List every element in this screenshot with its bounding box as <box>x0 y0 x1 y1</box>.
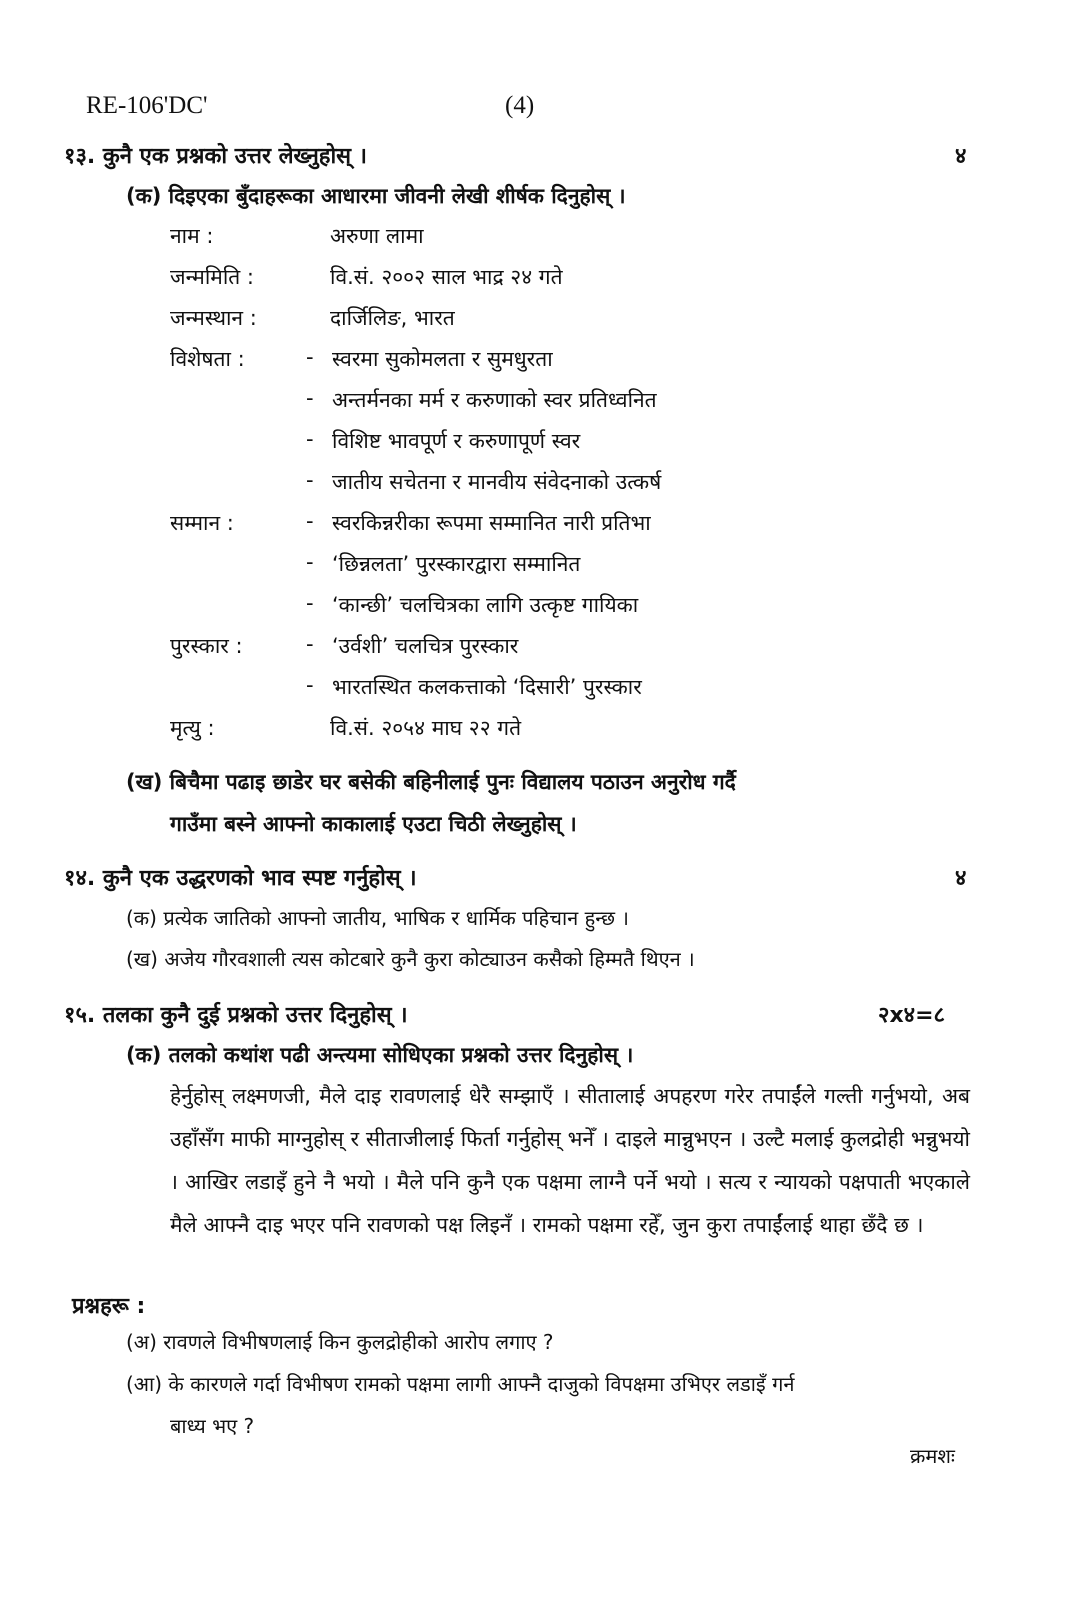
bullet-dash: - <box>306 386 314 410</box>
samman-label: सम्मान : <box>170 511 234 535</box>
continued-label: क्रमशः <box>910 1444 955 1468</box>
q14-marks: ४ <box>955 866 967 891</box>
bullet-dash: - <box>306 673 314 697</box>
q15-title: १५. तलका कुनै दुई प्रश्नको उत्तर दिनुहोस् । <box>64 1003 408 1028</box>
samman-item: ‘छिन्नलता’ पुरस्कारद्वारा सम्मानित <box>332 552 581 576</box>
page-number: (4) <box>505 92 535 119</box>
q13-kha-line1: (ख) बिचैमा पढाइ छाडेर घर बसेकी बहिनीलाई पुनः विद्यालय पठाउन अनुरोध गर्दै <box>126 770 736 794</box>
q15-ka-heading: (क) तलको कथांश पढी अन्त्यमा सोधिएका प्रश्नको उत्तर दिनुहोस् । <box>126 1043 634 1067</box>
name-value: अरुणा लामा <box>330 224 424 248</box>
bullet-dash: - <box>306 468 314 492</box>
birthdate-value: वि.सं. २००२ साल भाद्र २४ गते <box>330 265 563 289</box>
q13-kha-line2: गाउँमा बस्ने आफ्नो काकालाई एउटा चिठी लेख्नुहोस् । <box>170 812 577 836</box>
q14-title: १४. कुनै एक उद्धरणको भाव स्पष्ट गर्नुहोस् । <box>64 866 417 891</box>
puraskar-item: ‘उर्वशी’ चलचित्र पुरस्कार <box>332 634 519 658</box>
puraskar-label: पुरस्कार : <box>170 634 243 658</box>
q14-ka: (क) प्रत्येक जातिको आफ्नो जातीय, भाषिक र धार्मिक पहिचान हुन्छ । <box>126 906 629 930</box>
q15-question-aa-line1: (आ) के कारणले गर्दा विभीषण रामको पक्षमा लागी आफ्नै दाजुको विपक्षमा उभिएर लडाइँ गर्न <box>126 1372 795 1396</box>
q14-kha: (ख) अजेय गौरवशाली त्यस कोटबारे कुनै कुरा कोट्याउन कसैको हिम्मतै थिएन । <box>126 947 695 971</box>
q13-title: १३. कुनै एक प्रश्नको उत्तर लेख्नुहोस् । <box>64 144 368 169</box>
bullet-dash: - <box>306 591 314 615</box>
visheshata-item: स्वरमा सुकोमलता र सुमधुरता <box>332 347 553 371</box>
visheshata-item: अन्तर्मनका मर्म र करुणाको स्वर प्रतिध्वनित <box>332 388 657 412</box>
q15-question-a: (अ) रावणले विभीषणलाई किन कुलद्रोहीको आरोप लगाए ? <box>126 1330 554 1354</box>
bullet-dash: - <box>306 345 314 369</box>
visheshata-item: जातीय सचेतना र मानवीय संवेदनाको उत्कर्ष <box>332 470 662 494</box>
q15-passage: हेर्नुहोस् लक्ष्मणजी, मैले दाइ रावणलाई धेरै सम्झाएँ । सीतालाई अपहरण गरेर तपाईंले गल्ती गर्नुभयो, अब उहाँसँग माफी माग्नुहोस् र सीताजीलाई फिर्ता गर्नुहोस् भनेँ । दाइले मान्नुभएन । उल्टै मलाई कुलद्रोही भन्नुभयो । आखिर लडाइँ हुने नै भयो । मैले पनि कुनै एक पक्षमा लाग्नै पर्ने भयो । सत्य र न्यायको पक्षपाती भएकाले मैले आफ्नै दाइ भएर पनि रावणको पक्ष लिइनँ । रामको पक्षमा रहेँ, जुन कुरा तपाईंलाई थाहा छँदै छ । <box>170 1084 970 1237</box>
visheshata-label: विशेषता : <box>170 347 245 371</box>
q15-question-aa-line2: बाध्य भए ? <box>170 1414 255 1438</box>
birthdate-label: जन्ममिति : <box>170 265 254 289</box>
bullet-dash: - <box>306 632 314 656</box>
q13-ka-heading: (क) दिइएका बुँदाहरूका आधारमा जीवनी लेखी शीर्षक दिनुहोस् । <box>126 184 626 208</box>
bullet-dash: - <box>306 427 314 451</box>
visheshata-item: विशिष्ट भावपूर्ण र करुणापूर्ण स्वर <box>332 429 581 453</box>
puraskar-item: भारतस्थित कलकत्ताको ‘दिसारी’ पुरस्कार <box>332 675 642 699</box>
samman-item: ‘कान्छी’ चलचित्रका लागि उत्कृष्ट गायिका <box>332 593 639 617</box>
birthplace-value: दार्जिलिङ, भारत <box>330 306 455 330</box>
paper-code: RE-106'DC' <box>86 92 208 119</box>
q13-marks: ४ <box>955 144 967 169</box>
name-label: नाम : <box>170 224 214 248</box>
bullet-dash: - <box>306 509 314 533</box>
questions-label: प्रश्नहरू : <box>72 1294 146 1319</box>
mrityu-value: वि.सं. २०५४ माघ २२ गते <box>330 716 522 740</box>
mrityu-label: मृत्यु : <box>170 716 215 740</box>
samman-item: स्वरकिन्नरीका रूपमा सम्मानित नारी प्रतिभा <box>332 511 651 535</box>
birthplace-label: जन्मस्थान : <box>170 306 257 330</box>
bullet-dash: - <box>306 550 314 574</box>
q15-marks: २x४=८ <box>878 1003 945 1028</box>
